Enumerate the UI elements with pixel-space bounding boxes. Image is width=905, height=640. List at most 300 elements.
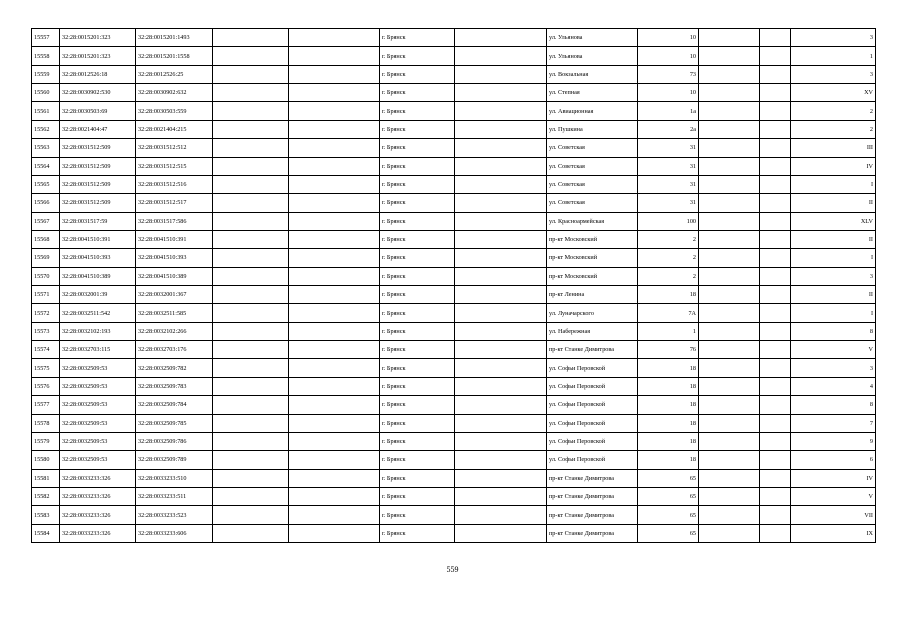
blank-cell (760, 102, 791, 120)
table-row (32, 451, 876, 469)
blank-cell (455, 524, 547, 542)
blank-cell (455, 120, 547, 138)
city-cell: г. Брянск (380, 47, 455, 65)
street-cell: ул. Софьи Перовской (547, 451, 638, 469)
blank-cell (455, 102, 547, 120)
table-row (32, 212, 876, 230)
blank-cell (455, 286, 547, 304)
blank-cell (760, 524, 791, 542)
parent-cadastral-number-cell: 32:28:0032509:53 (60, 414, 136, 432)
cadastral-number-cell: 32:28:0033233:523 (136, 506, 213, 524)
city-cell: г. Брянск (380, 249, 455, 267)
blank-cell (213, 432, 289, 450)
blank-cell (699, 230, 760, 248)
blank-cell (289, 524, 380, 542)
blank-cell (760, 451, 791, 469)
blank-cell (213, 267, 289, 285)
street-cell: ул. Ульянова (547, 29, 638, 47)
blank-cell (455, 65, 547, 83)
house-number-cell: 2а (638, 120, 699, 138)
blank-cell (289, 84, 380, 102)
blank-cell (289, 65, 380, 83)
premises-number-cell: II (791, 194, 876, 212)
blank-cell (760, 194, 791, 212)
street-cell: пр-кт Станке Димитрова (547, 469, 638, 487)
house-number-cell: 65 (638, 524, 699, 542)
table-row (32, 47, 876, 65)
blank-cell (455, 84, 547, 102)
parent-cadastral-number-cell: 32:28:0033233:326 (60, 469, 136, 487)
premises-number-cell: II (791, 230, 876, 248)
premises-number-cell: 2 (791, 120, 876, 138)
street-cell: пр-кт Московский (547, 267, 638, 285)
street-cell: пр-кт Московский (547, 230, 638, 248)
blank-cell (455, 212, 547, 230)
blank-cell (760, 212, 791, 230)
record-number-cell: 15558 (32, 47, 60, 65)
blank-cell (760, 230, 791, 248)
premises-number-cell: I (791, 249, 876, 267)
blank-cell (289, 139, 380, 157)
blank-cell (289, 396, 380, 414)
premises-number-cell: XV (791, 84, 876, 102)
blank-cell (699, 286, 760, 304)
parent-cadastral-number-cell: 32:28:0021404:47 (60, 120, 136, 138)
blank-cell (213, 341, 289, 359)
premises-number-cell: 4 (791, 377, 876, 395)
blank-cell (699, 194, 760, 212)
house-number-cell: 31 (638, 139, 699, 157)
blank-cell (699, 451, 760, 469)
blank-cell (213, 84, 289, 102)
blank-cell (699, 377, 760, 395)
premises-number-cell: I (791, 175, 876, 193)
premises-number-cell: 8 (791, 396, 876, 414)
blank-cell (213, 487, 289, 505)
cadastral-number-cell: 32:28:0032509:786 (136, 432, 213, 450)
parent-cadastral-number-cell: 32:28:0032703:115 (60, 341, 136, 359)
parent-cadastral-number-cell: 32:28:0032511:542 (60, 304, 136, 322)
table-row (32, 29, 876, 47)
blank-cell (699, 47, 760, 65)
record-number-cell: 15567 (32, 212, 60, 230)
premises-number-cell: 9 (791, 432, 876, 450)
street-cell: пр-кт Станке Димитрова (547, 487, 638, 505)
blank-cell (455, 469, 547, 487)
blank-cell (699, 175, 760, 193)
premises-number-cell: V (791, 341, 876, 359)
blank-cell (289, 432, 380, 450)
table-row (32, 249, 876, 267)
parent-cadastral-number-cell: 32:28:0041510:389 (60, 267, 136, 285)
blank-cell (699, 157, 760, 175)
blank-cell (760, 29, 791, 47)
premises-number-cell: VII (791, 506, 876, 524)
blank-cell (289, 341, 380, 359)
premises-number-cell: 3 (791, 29, 876, 47)
blank-cell (760, 322, 791, 340)
blank-cell (455, 194, 547, 212)
house-number-cell: 31 (638, 157, 699, 175)
city-cell: г. Брянск (380, 304, 455, 322)
cadastral-number-cell: 32:28:0032509:784 (136, 396, 213, 414)
city-cell: г. Брянск (380, 267, 455, 285)
table-row (32, 286, 876, 304)
blank-cell (699, 322, 760, 340)
street-cell: ул. Советская (547, 194, 638, 212)
blank-cell (699, 359, 760, 377)
cadastral-number-cell: 32:28:0031512:512 (136, 139, 213, 157)
table-row (32, 414, 876, 432)
blank-cell (289, 29, 380, 47)
street-cell: пр-кт Станке Димитрова (547, 341, 638, 359)
table-row (32, 506, 876, 524)
blank-cell (289, 414, 380, 432)
blank-cell (760, 432, 791, 450)
cadastral-number-cell: 32:28:0015201:1493 (136, 29, 213, 47)
city-cell: г. Брянск (380, 194, 455, 212)
street-cell: ул. Авиационная (547, 102, 638, 120)
table-row (32, 524, 876, 542)
record-number-cell: 15577 (32, 396, 60, 414)
cadastral-number-cell: 32:28:0033233:510 (136, 469, 213, 487)
record-number-cell: 15562 (32, 120, 60, 138)
table-row (32, 84, 876, 102)
blank-cell (455, 359, 547, 377)
blank-cell (760, 359, 791, 377)
table-row (32, 267, 876, 285)
blank-cell (289, 175, 380, 193)
premises-number-cell: III (791, 139, 876, 157)
blank-cell (213, 102, 289, 120)
blank-cell (760, 396, 791, 414)
street-cell: ул. Луначарского (547, 304, 638, 322)
house-number-cell: 31 (638, 194, 699, 212)
cadastral-number-cell: 32:28:0032102:266 (136, 322, 213, 340)
record-number-cell: 15571 (32, 286, 60, 304)
blank-cell (289, 359, 380, 377)
blank-cell (760, 267, 791, 285)
premises-number-cell: XLV (791, 212, 876, 230)
blank-cell (289, 47, 380, 65)
parent-cadastral-number-cell: 32:28:0033233:326 (60, 487, 136, 505)
premises-number-cell: 8 (791, 322, 876, 340)
cadastral-number-cell: 32:28:0031517:586 (136, 212, 213, 230)
cadastral-number-cell: 32:28:0032509:783 (136, 377, 213, 395)
blank-cell (760, 506, 791, 524)
blank-cell (455, 432, 547, 450)
street-cell: ул. Вокзальная (547, 65, 638, 83)
blank-cell (213, 396, 289, 414)
register-table-body (32, 29, 876, 543)
city-cell: г. Брянск (380, 341, 455, 359)
blank-cell (213, 65, 289, 83)
table-row (32, 469, 876, 487)
table-row (32, 341, 876, 359)
blank-cell (699, 341, 760, 359)
city-cell: г. Брянск (380, 230, 455, 248)
record-number-cell: 15578 (32, 414, 60, 432)
blank-cell (289, 249, 380, 267)
table-row (32, 322, 876, 340)
blank-cell (213, 139, 289, 157)
blank-cell (699, 396, 760, 414)
house-number-cell: 65 (638, 487, 699, 505)
parent-cadastral-number-cell: 32:28:0032509:53 (60, 451, 136, 469)
record-number-cell: 15563 (32, 139, 60, 157)
cadastral-number-cell: 32:28:0033233:511 (136, 487, 213, 505)
street-cell: ул. Степная (547, 84, 638, 102)
house-number-cell: 2 (638, 267, 699, 285)
cadastral-number-cell: 32:28:0030902:632 (136, 84, 213, 102)
house-number-cell: 2 (638, 230, 699, 248)
blank-cell (699, 524, 760, 542)
city-cell: г. Брянск (380, 29, 455, 47)
cadastral-number-cell: 32:28:0032509:785 (136, 414, 213, 432)
city-cell: г. Брянск (380, 139, 455, 157)
record-number-cell: 15560 (32, 84, 60, 102)
blank-cell (760, 414, 791, 432)
premises-number-cell: IX (791, 524, 876, 542)
house-number-cell: 1 (638, 322, 699, 340)
record-number-cell: 15561 (32, 102, 60, 120)
parent-cadastral-number-cell: 32:28:0032509:53 (60, 359, 136, 377)
table-row (32, 377, 876, 395)
house-number-cell: 18 (638, 286, 699, 304)
blank-cell (760, 65, 791, 83)
blank-cell (213, 249, 289, 267)
house-number-cell: 100 (638, 212, 699, 230)
parent-cadastral-number-cell: 32:28:0033233:326 (60, 506, 136, 524)
parent-cadastral-number-cell: 32:28:0033233:326 (60, 524, 136, 542)
premises-number-cell: 3 (791, 65, 876, 83)
blank-cell (760, 47, 791, 65)
parent-cadastral-number-cell: 32:28:0032509:53 (60, 396, 136, 414)
record-number-cell: 15582 (32, 487, 60, 505)
blank-cell (455, 414, 547, 432)
street-cell: ул. Красноармейская (547, 212, 638, 230)
blank-cell (760, 249, 791, 267)
blank-cell (213, 29, 289, 47)
parent-cadastral-number-cell: 32:28:0041510:391 (60, 230, 136, 248)
house-number-cell: 18 (638, 396, 699, 414)
house-number-cell: 76 (638, 341, 699, 359)
blank-cell (213, 304, 289, 322)
premises-number-cell: IV (791, 157, 876, 175)
blank-cell (760, 304, 791, 322)
parent-cadastral-number-cell: 32:28:0032509:53 (60, 432, 136, 450)
blank-cell (699, 469, 760, 487)
cadastral-number-cell: 32:28:0031512:515 (136, 157, 213, 175)
blank-cell (213, 377, 289, 395)
blank-cell (699, 249, 760, 267)
table-row (32, 230, 876, 248)
blank-cell (289, 487, 380, 505)
cadastral-number-cell: 32:28:0030503:559 (136, 102, 213, 120)
blank-cell (289, 194, 380, 212)
blank-cell (455, 157, 547, 175)
parent-cadastral-number-cell: 32:28:0041510:393 (60, 249, 136, 267)
blank-cell (760, 84, 791, 102)
blank-cell (699, 65, 760, 83)
blank-cell (760, 286, 791, 304)
house-number-cell: 18 (638, 414, 699, 432)
blank-cell (213, 359, 289, 377)
blank-cell (213, 469, 289, 487)
record-number-cell: 15584 (32, 524, 60, 542)
blank-cell (760, 469, 791, 487)
table-row (32, 102, 876, 120)
parent-cadastral-number-cell: 32:28:0031512:509 (60, 157, 136, 175)
premises-number-cell: 2 (791, 102, 876, 120)
premises-number-cell: 3 (791, 267, 876, 285)
blank-cell (699, 212, 760, 230)
blank-cell (699, 139, 760, 157)
street-cell: ул. Набережная (547, 322, 638, 340)
city-cell: г. Брянск (380, 120, 455, 138)
house-number-cell: 18 (638, 377, 699, 395)
record-number-cell: 15570 (32, 267, 60, 285)
record-number-cell: 15579 (32, 432, 60, 450)
cadastral-number-cell: 32:28:0032511:585 (136, 304, 213, 322)
blank-cell (289, 304, 380, 322)
blank-cell (213, 120, 289, 138)
table-row (32, 304, 876, 322)
street-cell: пр-кт Московский (547, 249, 638, 267)
record-number-cell: 15583 (32, 506, 60, 524)
blank-cell (213, 506, 289, 524)
city-cell: г. Брянск (380, 175, 455, 193)
blank-cell (760, 487, 791, 505)
street-cell: ул. Советская (547, 175, 638, 193)
blank-cell (289, 157, 380, 175)
house-number-cell: 31 (638, 175, 699, 193)
parent-cadastral-number-cell: 32:28:0032509:53 (60, 377, 136, 395)
table-row (32, 432, 876, 450)
blank-cell (455, 341, 547, 359)
blank-cell (213, 414, 289, 432)
blank-cell (760, 341, 791, 359)
blank-cell (455, 139, 547, 157)
house-number-cell: 10 (638, 29, 699, 47)
record-number-cell: 15569 (32, 249, 60, 267)
blank-cell (455, 322, 547, 340)
street-cell: ул. Советская (547, 157, 638, 175)
blank-cell (289, 102, 380, 120)
street-cell: ул. Софьи Перовской (547, 432, 638, 450)
blank-cell (213, 322, 289, 340)
record-number-cell: 15576 (32, 377, 60, 395)
blank-cell (289, 230, 380, 248)
cadastral-number-cell: 32:28:0033233:606 (136, 524, 213, 542)
blank-cell (213, 194, 289, 212)
house-number-cell: 1а (638, 102, 699, 120)
blank-cell (699, 487, 760, 505)
blank-cell (760, 377, 791, 395)
record-number-cell: 15566 (32, 194, 60, 212)
blank-cell (455, 377, 547, 395)
blank-cell (213, 47, 289, 65)
blank-cell (455, 396, 547, 414)
city-cell: г. Брянск (380, 414, 455, 432)
street-cell: ул. Софьи Перовской (547, 359, 638, 377)
blank-cell (760, 175, 791, 193)
cadastral-number-cell: 32:28:0032001:367 (136, 286, 213, 304)
parent-cadastral-number-cell: 32:28:0015201:323 (60, 29, 136, 47)
record-number-cell: 15559 (32, 65, 60, 83)
cadastral-number-cell: 32:28:0041510:391 (136, 230, 213, 248)
blank-cell (289, 286, 380, 304)
house-number-cell: 65 (638, 469, 699, 487)
street-cell: ул. Софьи Перовской (547, 396, 638, 414)
blank-cell (699, 432, 760, 450)
parent-cadastral-number-cell: 32:28:0015201:323 (60, 47, 136, 65)
city-cell: г. Брянск (380, 506, 455, 524)
parent-cadastral-number-cell: 32:28:0030902:530 (60, 84, 136, 102)
cadastral-number-cell: 32:28:0012526:25 (136, 65, 213, 83)
cadastral-number-cell: 32:28:0015201:1558 (136, 47, 213, 65)
premises-number-cell: V (791, 487, 876, 505)
street-cell: пр-кт Ленина (547, 286, 638, 304)
city-cell: г. Брянск (380, 65, 455, 83)
blank-cell (760, 157, 791, 175)
street-cell: ул. Пушкина (547, 120, 638, 138)
premises-number-cell: 6 (791, 451, 876, 469)
blank-cell (213, 157, 289, 175)
parent-cadastral-number-cell: 32:28:0031512:509 (60, 194, 136, 212)
city-cell: г. Брянск (380, 377, 455, 395)
city-cell: г. Брянск (380, 286, 455, 304)
table-row (32, 157, 876, 175)
parent-cadastral-number-cell: 32:28:0031512:509 (60, 175, 136, 193)
blank-cell (699, 414, 760, 432)
blank-cell (289, 267, 380, 285)
register-table (31, 28, 876, 543)
blank-cell (455, 487, 547, 505)
blank-cell (699, 84, 760, 102)
blank-cell (760, 120, 791, 138)
record-number-cell: 15581 (32, 469, 60, 487)
city-cell: г. Брянск (380, 451, 455, 469)
parent-cadastral-number-cell: 32:28:0032102:193 (60, 322, 136, 340)
street-cell: пр-кт Станке Димитрова (547, 524, 638, 542)
house-number-cell: 10 (638, 47, 699, 65)
record-number-cell: 15564 (32, 157, 60, 175)
blank-cell (455, 175, 547, 193)
city-cell: г. Брянск (380, 322, 455, 340)
city-cell: г. Брянск (380, 432, 455, 450)
record-number-cell: 15572 (32, 304, 60, 322)
blank-cell (213, 524, 289, 542)
blank-cell (289, 212, 380, 230)
premises-number-cell: 7 (791, 414, 876, 432)
table-row (32, 65, 876, 83)
blank-cell (455, 249, 547, 267)
blank-cell (455, 267, 547, 285)
blank-cell (699, 29, 760, 47)
table-row (32, 487, 876, 505)
cadastral-number-cell: 32:28:0032703:176 (136, 341, 213, 359)
blank-cell (455, 304, 547, 322)
house-number-cell: 2 (638, 249, 699, 267)
street-cell: ул. Софьи Перовской (547, 414, 638, 432)
blank-cell (213, 212, 289, 230)
cadastral-number-cell: 32:28:0041510:389 (136, 267, 213, 285)
city-cell: г. Брянск (380, 359, 455, 377)
street-cell: ул. Софьи Перовской (547, 377, 638, 395)
parent-cadastral-number-cell: 32:28:0031512:509 (60, 139, 136, 157)
house-number-cell: 18 (638, 451, 699, 469)
